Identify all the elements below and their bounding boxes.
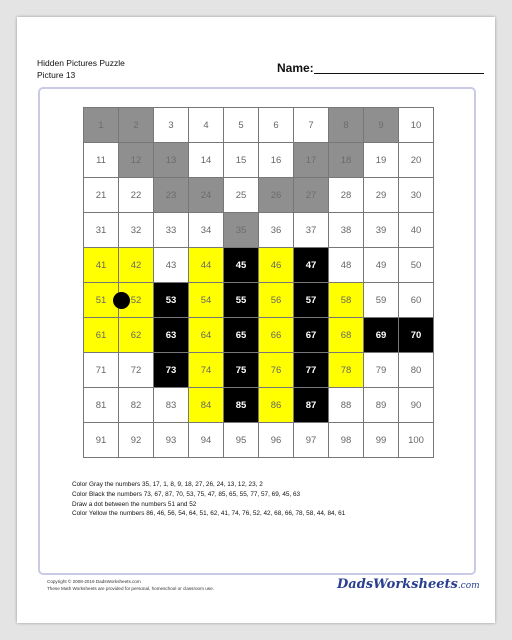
worksheet-title: Hidden Pictures Puzzle (37, 58, 125, 68)
cell-number: 21 (95, 189, 107, 201)
worksheet-subtitle: Picture 13 (37, 70, 76, 80)
cell-number: 24 (200, 189, 212, 201)
cell-number: 38 (340, 224, 352, 236)
grid-cell (154, 213, 189, 248)
cell-number: 15 (235, 154, 247, 166)
grid-cell (119, 318, 154, 353)
cell-number: 3 (168, 119, 174, 131)
cell-number: 70 (410, 329, 422, 341)
cell-number: 80 (410, 364, 422, 376)
grid-cell (399, 178, 434, 213)
grid-cell (84, 143, 119, 178)
cell-number: 29 (375, 189, 387, 201)
grid-cell (119, 108, 154, 143)
cell-number: 60 (410, 294, 422, 306)
cell-number: 84 (200, 399, 212, 411)
grid-cell (224, 388, 259, 423)
grid-cell (259, 248, 294, 283)
grid-cell (294, 108, 329, 143)
grid-cell (154, 353, 189, 388)
cell-number: 22 (130, 189, 142, 201)
grid-cell (294, 283, 329, 318)
cell-number: 59 (375, 294, 387, 306)
logo-suffix: .com (457, 581, 480, 591)
grid-cell (294, 248, 329, 283)
cell-number: 17 (305, 154, 317, 166)
cell-number: 88 (340, 399, 352, 411)
grid-cell (259, 388, 294, 423)
cell-number: 55 (235, 294, 247, 306)
cell-number: 66 (270, 329, 282, 341)
puzzle-frame (38, 87, 476, 575)
cell-number: 73 (165, 364, 177, 376)
logo-text: DadsWorksheets (337, 577, 458, 592)
cell-number: 63 (165, 329, 177, 341)
grid-cell (329, 248, 364, 283)
grid-cell (84, 213, 119, 248)
grid-cell (154, 388, 189, 423)
grid-cell (329, 178, 364, 213)
grid-cell (364, 423, 399, 458)
cell-number: 78 (340, 364, 352, 376)
grid-cell (364, 318, 399, 353)
grid-cell (154, 318, 189, 353)
cell-number: 7 (308, 119, 314, 131)
cell-number: 46 (270, 259, 282, 271)
grid-cell (364, 108, 399, 143)
cell-number: 42 (130, 259, 142, 271)
cell-number: 6 (273, 119, 279, 131)
cell-number: 14 (200, 154, 212, 166)
cell-number: 16 (270, 154, 282, 166)
grid-cell (329, 353, 364, 388)
grid-cell (294, 143, 329, 178)
grid-cell (154, 248, 189, 283)
grid-cell (329, 283, 364, 318)
grid-cell (154, 423, 189, 458)
grid-cell (259, 143, 294, 178)
cell-number: 40 (410, 224, 422, 236)
grid-cell (294, 423, 329, 458)
grid-cell (119, 248, 154, 283)
cell-number: 97 (305, 434, 317, 446)
grid-cell (189, 213, 224, 248)
grid-cell (364, 388, 399, 423)
grid-cell (399, 318, 434, 353)
cell-number: 95 (235, 434, 247, 446)
grid-cell (329, 108, 364, 143)
grid-cell (259, 178, 294, 213)
cell-number: 45 (235, 259, 247, 271)
grid-cell (84, 353, 119, 388)
cell-number: 12 (130, 154, 142, 166)
cell-number: 48 (340, 259, 352, 271)
grid-cell (119, 178, 154, 213)
name-label: Name: (277, 61, 314, 75)
cell-number: 23 (165, 189, 177, 201)
grid-cell (364, 213, 399, 248)
grid-cell (224, 143, 259, 178)
grid-cell (329, 318, 364, 353)
cell-number: 19 (375, 154, 387, 166)
grid-cell (224, 353, 259, 388)
number-grid (83, 107, 434, 458)
grid-cell (329, 143, 364, 178)
grid-cell (119, 353, 154, 388)
cell-number: 13 (165, 154, 177, 166)
cell-number: 93 (165, 434, 177, 446)
footer (47, 579, 214, 592)
name-line (314, 73, 484, 74)
cell-number: 1 (98, 119, 104, 131)
cell-number: 20 (410, 154, 422, 166)
grid-cell (364, 178, 399, 213)
grid-cell (329, 423, 364, 458)
cell-number: 99 (375, 434, 387, 446)
cell-number: 26 (270, 189, 282, 201)
cell-number: 2 (133, 119, 139, 131)
grid-cell (399, 423, 434, 458)
cell-number: 67 (305, 329, 317, 341)
grid-cell (84, 178, 119, 213)
cell-number: 65 (235, 329, 247, 341)
grid-cell (364, 353, 399, 388)
grid-cell (364, 143, 399, 178)
grid-cell (119, 283, 154, 318)
grid-cell (294, 213, 329, 248)
cell-number: 77 (305, 364, 317, 376)
cell-number: 85 (235, 399, 247, 411)
cell-number: 75 (235, 364, 247, 376)
cell-number: 49 (375, 259, 387, 271)
grid-cell (294, 353, 329, 388)
grid-cell (189, 318, 224, 353)
grid-cell (189, 178, 224, 213)
grid-cell (294, 388, 329, 423)
cell-number: 11 (96, 154, 106, 166)
cell-number: 47 (305, 259, 317, 271)
grid-cell (329, 213, 364, 248)
grid-cell (119, 423, 154, 458)
grid-cell (189, 143, 224, 178)
grid-cell (224, 318, 259, 353)
grid-cell (84, 108, 119, 143)
grid-cell (154, 178, 189, 213)
cell-number: 79 (375, 364, 387, 376)
grid-cell (259, 353, 294, 388)
cell-number: 71 (95, 364, 107, 376)
cell-number: 41 (95, 259, 107, 271)
grid-cell (224, 248, 259, 283)
grid-cell (364, 248, 399, 283)
grid-cell (119, 143, 154, 178)
grid-cell (189, 283, 224, 318)
cell-number: 100 (408, 434, 424, 446)
cell-number: 62 (130, 329, 142, 341)
cell-number: 33 (165, 224, 177, 236)
cell-number: 98 (340, 434, 352, 446)
cell-number: 28 (340, 189, 352, 201)
cell-number: 56 (270, 294, 282, 306)
worksheet-page (17, 17, 495, 623)
cell-number: 54 (200, 294, 212, 306)
cell-number: 57 (305, 294, 317, 306)
instruction-line: Color Yellow the numbers 86, 46, 56, 54, 64, 51, 62, 41, 74, 76, 52, 42, 68, 66, 78, 58, 44, 84, 61 (72, 510, 346, 518)
cell-number: 34 (200, 224, 212, 236)
grid-cell (399, 213, 434, 248)
cell-number: 74 (200, 364, 212, 376)
dadsworksheets-logo (337, 577, 480, 592)
cell-number: 39 (375, 224, 387, 236)
grid-cell (154, 143, 189, 178)
instruction-line: Color Black the numbers 73, 67, 87, 70, 53, 75, 47, 85, 65, 55, 77, 57, 69, 45, 63 (72, 490, 301, 498)
cell-number: 90 (410, 399, 422, 411)
cell-number: 53 (165, 294, 177, 306)
cell-number: 58 (340, 294, 352, 306)
cell-number: 31 (95, 224, 107, 236)
grid-cell (399, 108, 434, 143)
cell-number: 18 (340, 154, 352, 166)
cell-number: 61 (95, 329, 107, 341)
grid-cell (259, 318, 294, 353)
instruction-line: Draw a dot between the numbers 51 and 52 (72, 500, 197, 508)
cell-number: 94 (200, 434, 212, 446)
cell-number: 72 (130, 364, 142, 376)
grid-cell (119, 388, 154, 423)
usage-notice: These Math Worksheets are provided for personal, homeschool or classroom use. (47, 585, 214, 591)
grid-cell (224, 283, 259, 318)
grid-cell (294, 178, 329, 213)
grid-cell (329, 388, 364, 423)
grid-cell (364, 283, 399, 318)
grid-cell (189, 248, 224, 283)
cell-number: 91 (95, 434, 107, 446)
instruction-line: Color Gray the numbers 35, 17, 1, 8, 9, 18, 27, 26, 24, 13, 12, 23, 2 (72, 481, 263, 488)
grid-cell (224, 213, 259, 248)
grid-cell (154, 108, 189, 143)
grid-cell (154, 283, 189, 318)
instructions (72, 480, 345, 519)
grid-cell (259, 108, 294, 143)
grid-cell (259, 283, 294, 318)
grid-cell (259, 213, 294, 248)
cell-number: 76 (270, 364, 282, 376)
cell-number: 9 (378, 119, 384, 131)
grid-cell (399, 353, 434, 388)
grid-cell (259, 423, 294, 458)
cell-number: 96 (270, 434, 282, 446)
cell-number: 89 (375, 399, 387, 411)
cell-number: 87 (305, 399, 317, 411)
worksheet-header (37, 57, 125, 81)
cell-number: 27 (305, 189, 317, 201)
cell-number: 43 (165, 259, 177, 271)
cell-number: 83 (165, 399, 177, 411)
cell-number: 81 (95, 399, 107, 411)
grid-cell (294, 318, 329, 353)
grid-cell (119, 213, 154, 248)
cell-number: 51 (95, 294, 107, 306)
cell-number: 37 (305, 224, 317, 236)
grid-cell (189, 353, 224, 388)
cell-number: 4 (203, 119, 209, 131)
dot-mark (113, 292, 130, 309)
cell-number: 52 (130, 294, 142, 306)
copyright-text: Copyright © 2008-2019 DadsWorksheets.com (47, 579, 141, 584)
cell-number: 10 (410, 119, 422, 131)
cell-number: 36 (270, 224, 282, 236)
cell-number: 92 (130, 434, 142, 446)
cell-number: 44 (200, 259, 212, 271)
cell-number: 32 (130, 224, 142, 236)
cell-number: 64 (200, 329, 212, 341)
cell-number: 50 (410, 259, 422, 271)
grid-cell (84, 318, 119, 353)
grid-cell (189, 388, 224, 423)
grid-cell (189, 423, 224, 458)
grid-cell (224, 423, 259, 458)
grid-cell (399, 388, 434, 423)
grid-cell (84, 248, 119, 283)
grid-cell (84, 388, 119, 423)
grid-cell (399, 248, 434, 283)
cell-number: 35 (235, 224, 247, 236)
grid-cell (84, 423, 119, 458)
cell-number: 69 (375, 329, 387, 341)
grid-cell (399, 283, 434, 318)
cell-number: 68 (340, 329, 352, 341)
cell-number: 86 (270, 399, 282, 411)
cell-number: 30 (410, 189, 422, 201)
cell-number: 82 (130, 399, 142, 411)
grid-cell (399, 143, 434, 178)
cell-number: 8 (343, 119, 349, 131)
grid-cell (224, 108, 259, 143)
cell-number: 25 (235, 189, 247, 201)
grid-cell (189, 108, 224, 143)
grid-cell (224, 178, 259, 213)
cell-number: 5 (238, 119, 244, 131)
